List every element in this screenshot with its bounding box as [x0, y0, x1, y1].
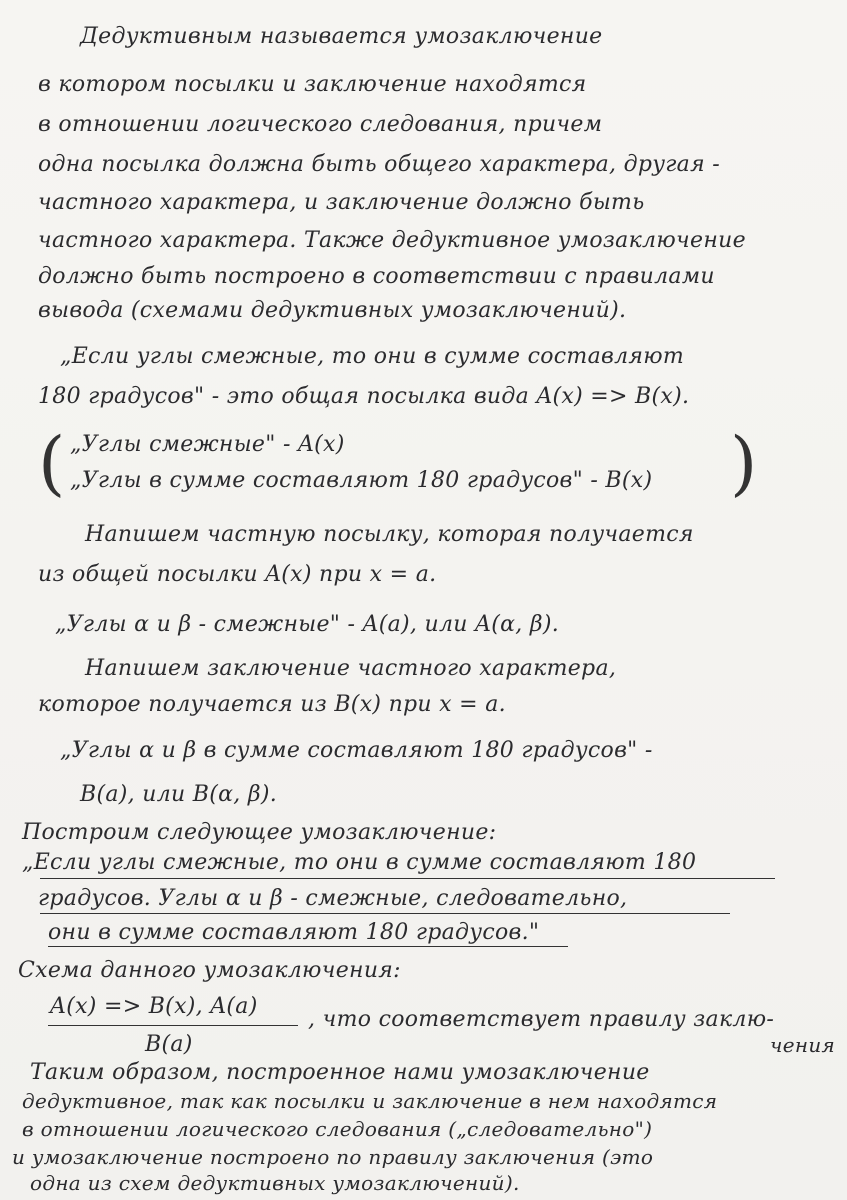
text-line-23: они в сумме составляют 180 градусов." — [48, 920, 540, 945]
text-line-16: Напишем заключение частного характера, — [85, 656, 617, 681]
text-line-4: одна посылка должна быть общего характера, другая - — [38, 152, 720, 177]
text-line-15: „Углы α и β - смежные" - A(a), или A(α, β). — [55, 612, 560, 637]
text-line-31: одна из схем дедуктивных умозаключений). — [30, 1171, 520, 1195]
underline-1 — [40, 878, 775, 879]
text-line-18: „Углы α и β в сумме составляют 180 градусов" - — [60, 738, 653, 763]
formula-numerator: A(x) => B(x), A(a) — [50, 994, 258, 1019]
text-line-19: B(a), или B(α, β). — [80, 782, 278, 807]
text-line-25: , что соответствует правилу заклю- — [308, 1007, 775, 1032]
text-line-11: „Углы смежные" - A(x) — [70, 432, 345, 457]
text-line-8: вывода (схемами дедуктивных умозаключений). — [38, 298, 627, 323]
text-line-24: Схема данного умозаключения: — [18, 958, 401, 983]
underline-3 — [48, 946, 568, 947]
fraction-bar — [48, 1025, 298, 1026]
text-line-30: и умозаключение построено по правилу заключения (это — [12, 1145, 654, 1169]
text-line-2: в котором посылки и заключение находятся — [38, 72, 587, 97]
text-line-5: частного характера, и заключение должно быть — [38, 190, 645, 215]
text-line-29: в отношении логического следования („следовательно") — [22, 1117, 653, 1141]
text-line-9: „Если углы смежные, то они в сумме составляют — [60, 344, 685, 369]
text-line-10: 180 градусов" - это общая посылка вида A(x) => B(x). — [38, 384, 690, 409]
text-line-3: в отношении логического следования, причем — [38, 112, 603, 137]
text-line-20: Построим следующее умозаключение: — [22, 820, 497, 845]
text-line-27: Таким образом, построенное нами умозаключение — [30, 1060, 650, 1085]
text-line-14: из общей посылки A(x) при x = a. — [38, 562, 437, 587]
right-bracket: ) — [730, 422, 758, 504]
text-line-6: частного характера. Также дедуктивное умозаключение — [38, 228, 746, 253]
underline-2 — [40, 913, 730, 914]
text-line-1: Дедуктивным называется умозаключение — [80, 24, 603, 49]
text-line-21: „Если углы смежные, то они в сумме составляют 180 — [22, 850, 697, 875]
text-line-13: Напишем частную посылку, которая получается — [85, 522, 694, 547]
text-line-12: „Углы в сумме составляют 180 градусов" - B(x) — [70, 468, 653, 493]
text-line-26: чения — [770, 1033, 836, 1057]
text-line-28: дедуктивное, так как посылки и заключение в нем находятся — [22, 1089, 718, 1113]
formula-denominator: B(a) — [145, 1032, 193, 1057]
left-bracket: ( — [38, 422, 66, 504]
text-line-17: которое получается из B(x) при x = a. — [38, 692, 506, 717]
text-line-7: должно быть построено в соответствии с правилами — [38, 264, 715, 289]
text-line-22: градусов. Углы α и β - смежные, следовательно, — [38, 886, 628, 911]
